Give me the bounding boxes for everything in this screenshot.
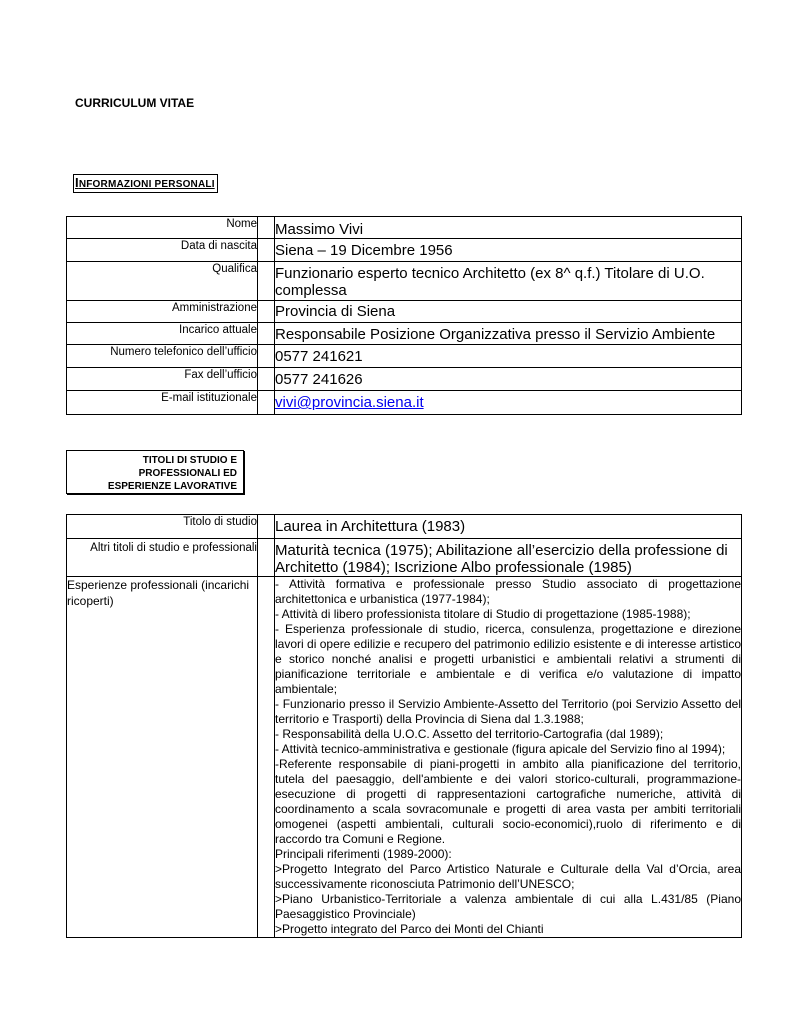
table-row xyxy=(67,239,742,262)
email-value xyxy=(275,391,742,415)
studies-heading-line: ESPERIENZE LAVORATIVE xyxy=(107,481,237,492)
personal-info-heading-initial: I xyxy=(75,175,79,190)
office-phone-value: 0577 241621 xyxy=(275,345,742,368)
administration-value: Provincia di Siena xyxy=(275,301,742,323)
birth-date-label: Data di nascita xyxy=(67,239,258,262)
other-titles-label: Altri titoli di studio e professionali xyxy=(67,539,258,577)
studies-heading-line: TITOLI DI STUDIO E xyxy=(142,455,237,466)
email-label: E-mail istituzionale xyxy=(67,391,258,415)
list-item: >Piano Urbanistico-Territoriale a valenza ambientale di cui alla L.431/85 (Piano Paesaggistico Provinciale) xyxy=(275,892,741,921)
list-item: - Attività formativa e professionale presso Studio associato di progettazione architettonica e urbanistica (1977-1984); xyxy=(275,577,741,606)
office-fax-label: Fax dell’ufficio xyxy=(67,368,258,391)
current-role-label: Incarico attuale xyxy=(67,323,258,345)
spacer-cell xyxy=(258,239,275,262)
table-row xyxy=(67,262,742,301)
list-item: >Progetto Integrato del Parco Artistico Naturale e Culturale della Val d’Orcia, area successivamente riconosciuta Patrimonio dell’UNESCO; xyxy=(275,862,741,891)
spacer-cell xyxy=(258,262,275,301)
experience-list xyxy=(275,577,742,938)
list-item: - Attività di libero professionista titolare di Studio di progettazione (1985-1988); xyxy=(275,607,691,621)
office-fax-value: 0577 241626 xyxy=(275,368,742,391)
spacer-cell xyxy=(258,217,275,239)
spacer-cell xyxy=(258,391,275,415)
degree-value: Laurea in Architettura (1983) xyxy=(275,515,742,539)
table-row xyxy=(67,539,742,577)
studies-section-heading xyxy=(66,450,244,494)
birth-date-value: Siena – 19 Dicembre 1956 xyxy=(275,239,742,262)
personal-info-table xyxy=(66,216,742,415)
table-row xyxy=(67,368,742,391)
office-phone-label: Numero telefonico dell’ufficio xyxy=(67,345,258,368)
studies-heading-line: PROFESSIONALI ED xyxy=(138,468,237,479)
current-role-value: Responsabile Posizione Organizzativa presso il Servizio Ambiente xyxy=(275,323,742,345)
spacer-cell xyxy=(258,539,275,577)
personal-info-heading-rest: NFORMAZIONI PERSONALI xyxy=(78,179,215,190)
list-item: >Progetto integrato del Parco dei Monti del Chianti xyxy=(275,922,544,936)
qualification-label: Qualifica xyxy=(67,262,258,301)
list-item: Principali riferimenti (1989-2000): xyxy=(275,847,452,861)
qualification-value: Funzionario esperto tecnico Architetto (ex 8^ q.f.) Titolare di U.O. complessa xyxy=(275,262,742,301)
degree-label: Titolo di studio xyxy=(67,515,258,539)
list-item: -Referente responsabile di piani-progetti in ambito alla pianificazione del territorio, tutela del paesaggio, dell'ambiente e dei valori storico-culturali, programmazione-esecuzione di progetti di rappresentazioni cartografiche numeriche, attività di coordinamento a scala sovracomunale e progetti di area vasta per ambiti territoriali omogenei (aspetti ambientali, culturali socio-economici),ruolo di riferimento e di raccordo tra Comuni e Regione. xyxy=(275,757,741,846)
name-label: Nome xyxy=(67,217,258,239)
administration-label: Amministrazione xyxy=(67,301,258,323)
other-titles-value: Maturità tecnica (1975); Abilitazione all’esercizio della professione di Architetto (1984); Iscrizione Albo professionale (1985) xyxy=(275,539,742,577)
name-value: Massimo Vivi xyxy=(275,217,742,239)
table-row xyxy=(67,345,742,368)
list-item: - Responsabilità della U.O.C. Assetto del territorio-Cartografia (dal 1989); xyxy=(275,727,664,741)
table-row xyxy=(67,577,742,938)
personal-info-heading xyxy=(73,174,218,193)
spacer-cell xyxy=(258,515,275,539)
spacer-cell xyxy=(258,345,275,368)
table-row xyxy=(67,301,742,323)
list-item: - Esperienza professionale di studio, ricerca, consulenza, progettazione e direzione lavori di opere edilizie e recupero del patrimonio edilizio esistente e di interesse artistico e storico nonché analisi e progetti urbanistici e ambientali relativi a strumenti di pianificazione territoriale e ambientale e di verifica e/o valutazione di impatto ambientale; xyxy=(275,622,741,696)
experience-label: Esperienze professionali (incarichi ricoperti) xyxy=(67,577,258,938)
table-row xyxy=(67,391,742,415)
table-row xyxy=(67,515,742,539)
email-link[interactable]: vivi@provincia.siena.it xyxy=(275,394,424,411)
spacer-cell xyxy=(258,301,275,323)
list-item: - Attività tecnico-amministrativa e gestionale (figura apicale del Servizio fino al 1994); xyxy=(275,742,726,756)
studies-table xyxy=(66,514,742,938)
spacer-cell xyxy=(258,577,275,938)
spacer-cell xyxy=(258,368,275,391)
document-title: CURRICULUM VITAE xyxy=(75,96,195,110)
list-item: - Funzionario presso il Servizio Ambiente-Assetto del Territorio (poi Servizio Assetto del territorio e Trasporti) della Provincia di Siena dal 1.3.1988; xyxy=(275,697,741,726)
spacer-cell xyxy=(258,323,275,345)
table-row xyxy=(67,217,742,239)
table-row xyxy=(67,323,742,345)
